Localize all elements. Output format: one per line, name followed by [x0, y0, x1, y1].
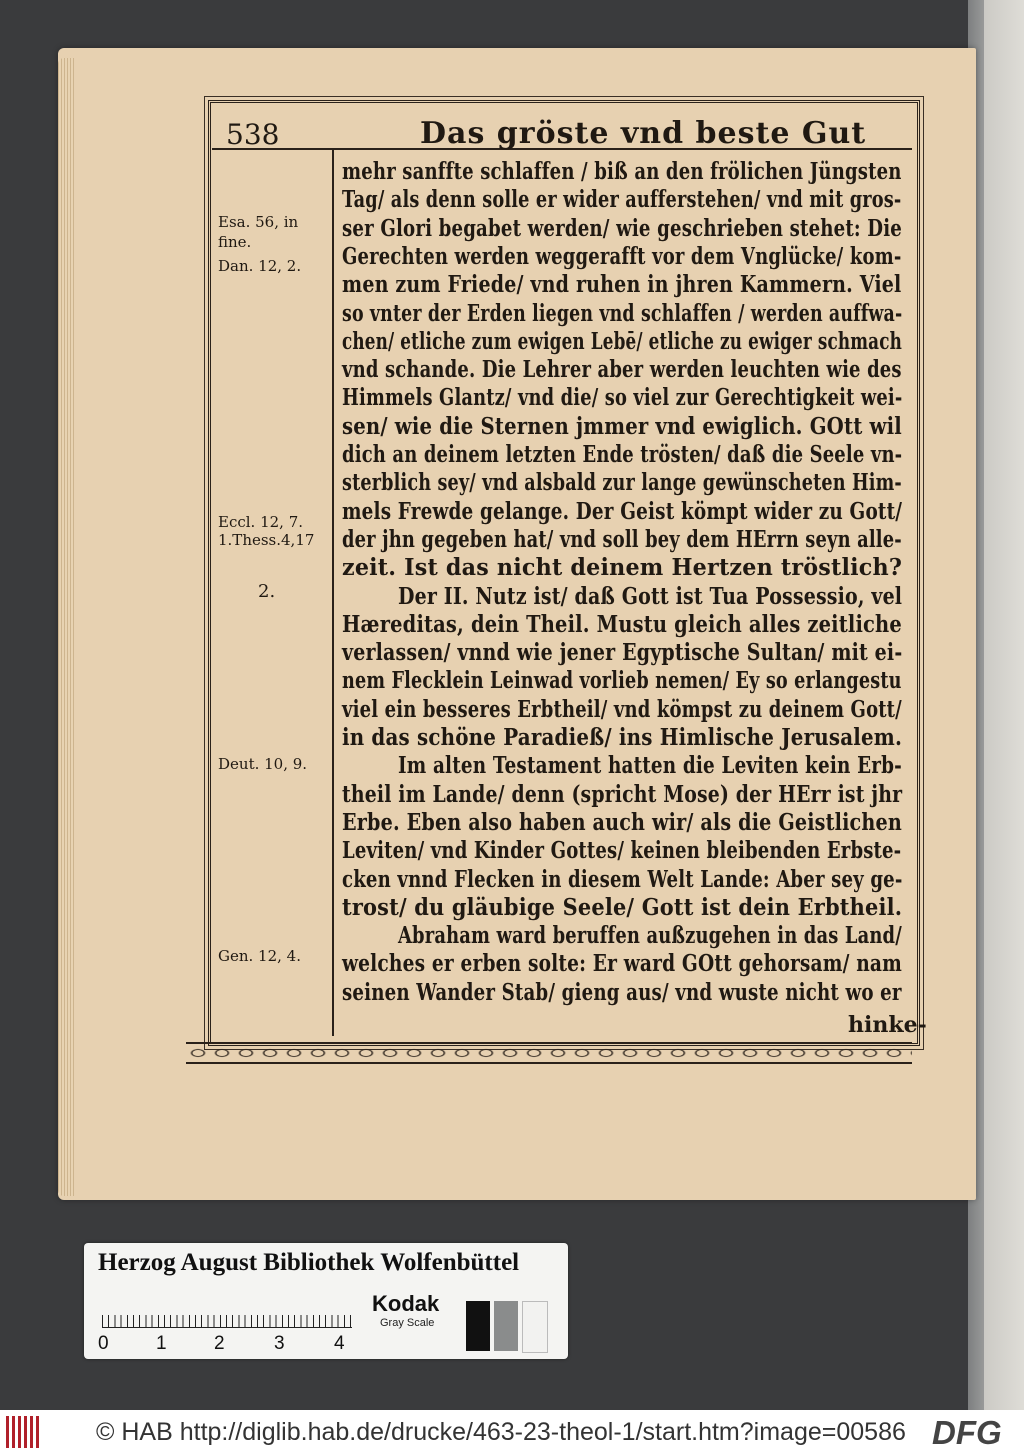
gray-swatch-black — [466, 1301, 490, 1351]
text-line: Hæreditas, dein Theil. Mustu gleich alles zeitliche — [342, 610, 902, 638]
gray-swatch-mid — [494, 1301, 518, 1351]
ruler-number: 1 — [156, 1333, 167, 1354]
text-line: chen/ etliche zum ewigen Lebē/ etliche zu ewiger schmach — [342, 327, 902, 355]
library-name: Herzog August Bibliothek Wolfenbüttel — [98, 1249, 520, 1276]
text-line: Im alten Testament hatten die Leviten kein Erb- — [398, 752, 902, 780]
page-number: 538 — [226, 118, 280, 151]
margin-note: Dan. 12, 2. — [218, 257, 302, 275]
margin-note: Esa. 56, in — [218, 213, 299, 231]
margin-column-rule — [332, 148, 334, 1036]
text-line: Tag/ als denn solle er wider aufferstehen/ vnd mit gros- — [342, 186, 902, 214]
margin-note: 2. — [258, 581, 276, 602]
gray-scale-label: Gray Scale — [380, 1317, 435, 1329]
text-line: Erbe. Eben also haben auch wir/ als die Geistlichen — [342, 808, 902, 836]
text-line: so vnter der Erden liegen vnd schlaffen / werden auffwa- — [342, 299, 903, 327]
text-line: nem Flecklein Leinwad vorlieb nemen/ Ey so erlangestu — [342, 667, 902, 695]
kodak-brand: Kodak — [372, 1291, 440, 1316]
adjacent-page-edge-light — [984, 0, 1024, 1410]
margin-note: Gen. 12, 4. — [218, 947, 301, 965]
ornamental-border — [186, 1042, 912, 1064]
text-line: in das schöne Paradieß/ ins Himlische Jerusalem. — [342, 724, 903, 751]
text-line: ser Glori begabet werden/ wie geschrieben stehet: Die — [342, 214, 902, 242]
text-line: verlassen/ vnnd wie jener Egyptische Sultan/ mit ei- — [342, 639, 903, 667]
running-title: Das gröste vnd beste Gut — [420, 116, 867, 151]
text-line: sterblich sey/ vnd alsbald zur lange gewünscheten Him- — [342, 469, 902, 497]
text-line: cken vnnd Flecken in diesem Welt Lande: Aber sey ge- — [342, 865, 903, 893]
ruler-scale — [102, 1293, 352, 1328]
text-line: Himmels Glantz/ vnd die/ so viel zur Gerechtigkeit wei- — [342, 384, 903, 412]
hab-logo-icon — [6, 1416, 42, 1448]
text-line: welches er erben solte: Er ward GOtt gehorsam/ nam — [342, 950, 902, 978]
margin-note: 1.Thess.4,17 — [218, 531, 315, 549]
page-stack-edge — [58, 58, 74, 1196]
text-line: der jhn gegeben hat/ vnd soll bey dem HErrn seyn alle- — [342, 525, 902, 553]
footer-bar — [0, 1410, 1024, 1455]
text-line: viel ein besseres Erbtheil/ vnd kömpst zu deinem Gott/ — [342, 695, 902, 723]
text-line: theil im Lande/ denn (spricht Mose) der HErr ist jhr — [342, 780, 903, 808]
text-line: Abraham ward beruffen außzugehen in das Land/ — [398, 922, 902, 950]
text-line: sen/ wie die Sternen jmmer vnd ewiglich. GOtt wil — [342, 412, 902, 440]
text-line: vnd schande. Die Lehrer aber werden leuchten wie des — [342, 356, 902, 384]
text-line: mehr sanffte schlaffen / biß an den frölichen Jüngsten — [342, 158, 902, 185]
gray-swatch-white — [522, 1301, 548, 1353]
ruler-number: 3 — [274, 1333, 285, 1354]
text-line: men zum Friede/ vnd ruhen in jhren Kammern. Viel — [342, 271, 902, 299]
ruler-number: 2 — [214, 1333, 225, 1354]
dfg-logo: DFG — [932, 1414, 1002, 1451]
text-line: dich an deinem letzten Ende trösten/ daß die Seele vn- — [342, 441, 903, 468]
text-line: trost/ du gläubige Seele/ Gott ist dein Erbtheil. — [342, 893, 903, 921]
footer-credit-link[interactable]: © HAB http://diglib.hab.de/drucke/463-23-theol-1/start.htm?image=00586 — [96, 1418, 906, 1446]
margin-note: Deut. 10, 9. — [218, 755, 308, 773]
margin-note: Eccl. 12, 7. — [218, 513, 304, 531]
text-line: zeit. Ist das nicht deinem Hertzen tröstlich? — [342, 554, 903, 582]
color-calibration-card — [84, 1243, 568, 1359]
catchword: hinke- — [848, 1012, 927, 1038]
text-line: Leviten/ vnd Kinder Gottes/ keinen bleibenden Erbste- — [342, 837, 902, 865]
ruler-number: 0 — [98, 1333, 109, 1354]
margin-note: fine. — [218, 233, 252, 251]
text-line: seinen Wander Stab/ gieng aus/ vnd wuste nicht wo er — [342, 978, 902, 1006]
ruler-number: 4 — [334, 1333, 345, 1354]
text-line: mels Frewde gelange. Der Geist kömpt wider zu Gott/ — [342, 497, 903, 525]
text-line: Gerechten werden weggerafft vor dem Vnglücke/ kom- — [342, 242, 902, 270]
text-line: Der II. Nutz ist/ daß Gott ist Tua Possessio, vel — [398, 582, 903, 610]
